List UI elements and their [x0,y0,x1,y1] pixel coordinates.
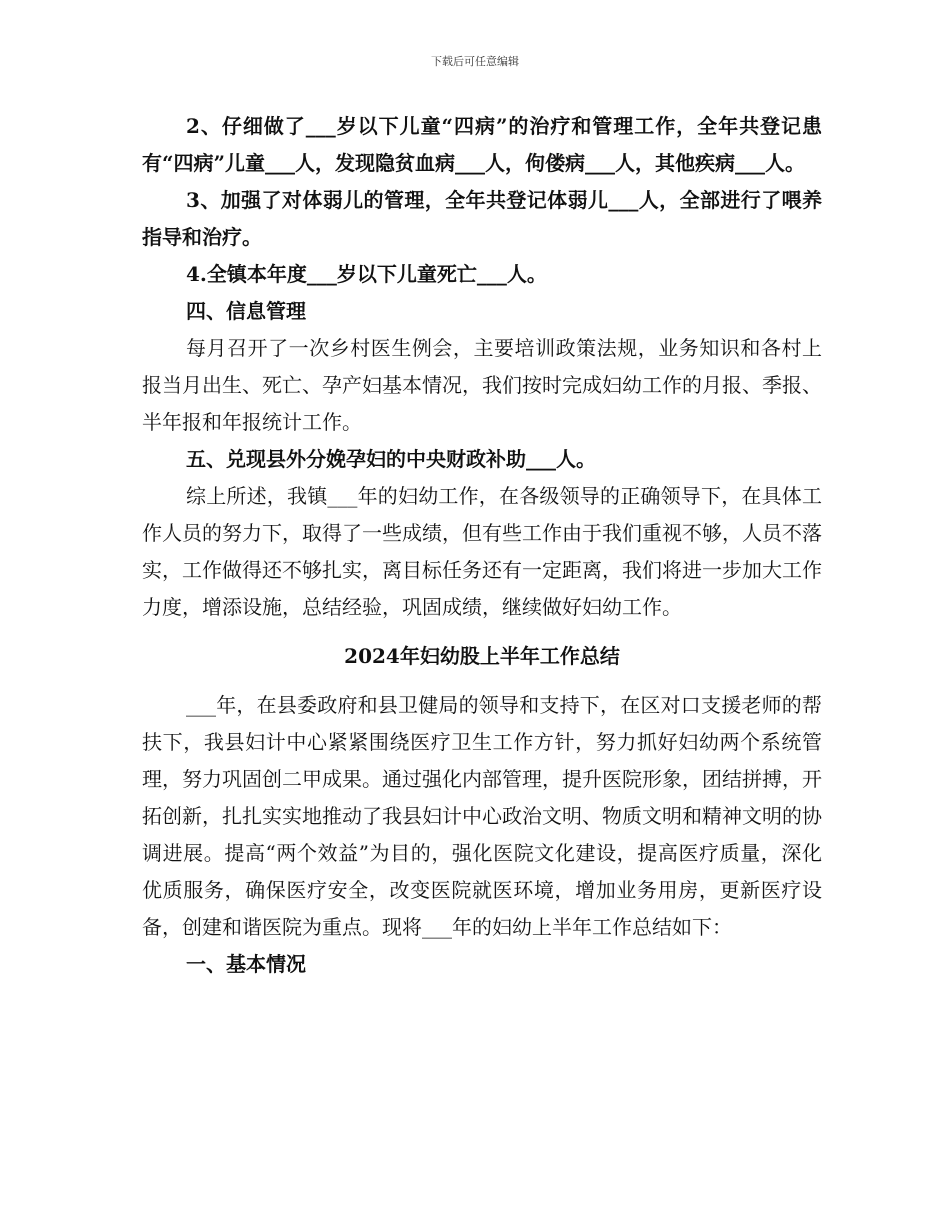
item-4-paragraph: 4.全镇本年度___岁以下儿童死亡___人。 [186,262,547,286]
info-management-paragraph: 每月召开了一次乡村医生例会，主要培训政策法规，业务知识和各村上报当月出生、死亡、孕产妇基本情况，我们按时完成妇幼工作的月报、季报、半年报和年报统计工作。 [142,336,822,434]
intro-paragraph: ___年，在县委政府和县卫健局的领导和支持下，在区对口支援老师的帮扶下，我县妇计中心紧紧围绕医疗卫生工作方针，努力抓好妇幼两个系统管理，努力巩固创二甲成果。通过强化内部管理，提升医院形象，团结拼搏，开拓创新，扎扎实实地推动了我县妇计中心政治文明、物质文明和精神文明的协调进展。提高“两个效益”为目的，强化医院文化建设，提高医疗质量，深化优质服务，确保医疗安全，改变医院就医环境，增加业务用房，更新医疗设备，创建和谐医院为重点。现将___年的妇幼上半年工作总结如下： [142,693,822,939]
section-heading-info-management: 四、信息管理 [186,299,306,323]
page-header: 下载后可任意编辑 [431,55,519,68]
document-title: 2024年妇幼股上半年工作总结 [344,644,620,668]
section-heading-subsidy: 五、兑现县外分娩孕妇的中央财政补助___人。 [186,447,596,471]
section-heading-basic-info: 一、基本情况 [186,952,306,976]
summary-paragraph: 综上所述，我镇___年的妇幼工作，在各级领导的正确领导下，在具体工作人员的努力下，取得了一些成绩，但有些工作由于我们重视不够，人员不落实，工作做得还不够扎实，离目标任务还有一定距离，我们将进一步加大工作力度，增添设施，总结经验，巩固成绩，继续做好妇幼工作。 [142,484,822,619]
item-2-paragraph: 2、仔细做了___岁以下儿童“四病”的治疗和管理工作，全年共登记患有“四病”儿童___人，发现隐贫血病___人，佝偻病___人，其他疾病___人。 [142,114,822,175]
document-body [142,108,822,983]
item-3-paragraph: 3、加强了对体弱儿的管理，全年共登记体弱儿___人，全部进行了喂养指导和治疗。 [142,188,822,249]
